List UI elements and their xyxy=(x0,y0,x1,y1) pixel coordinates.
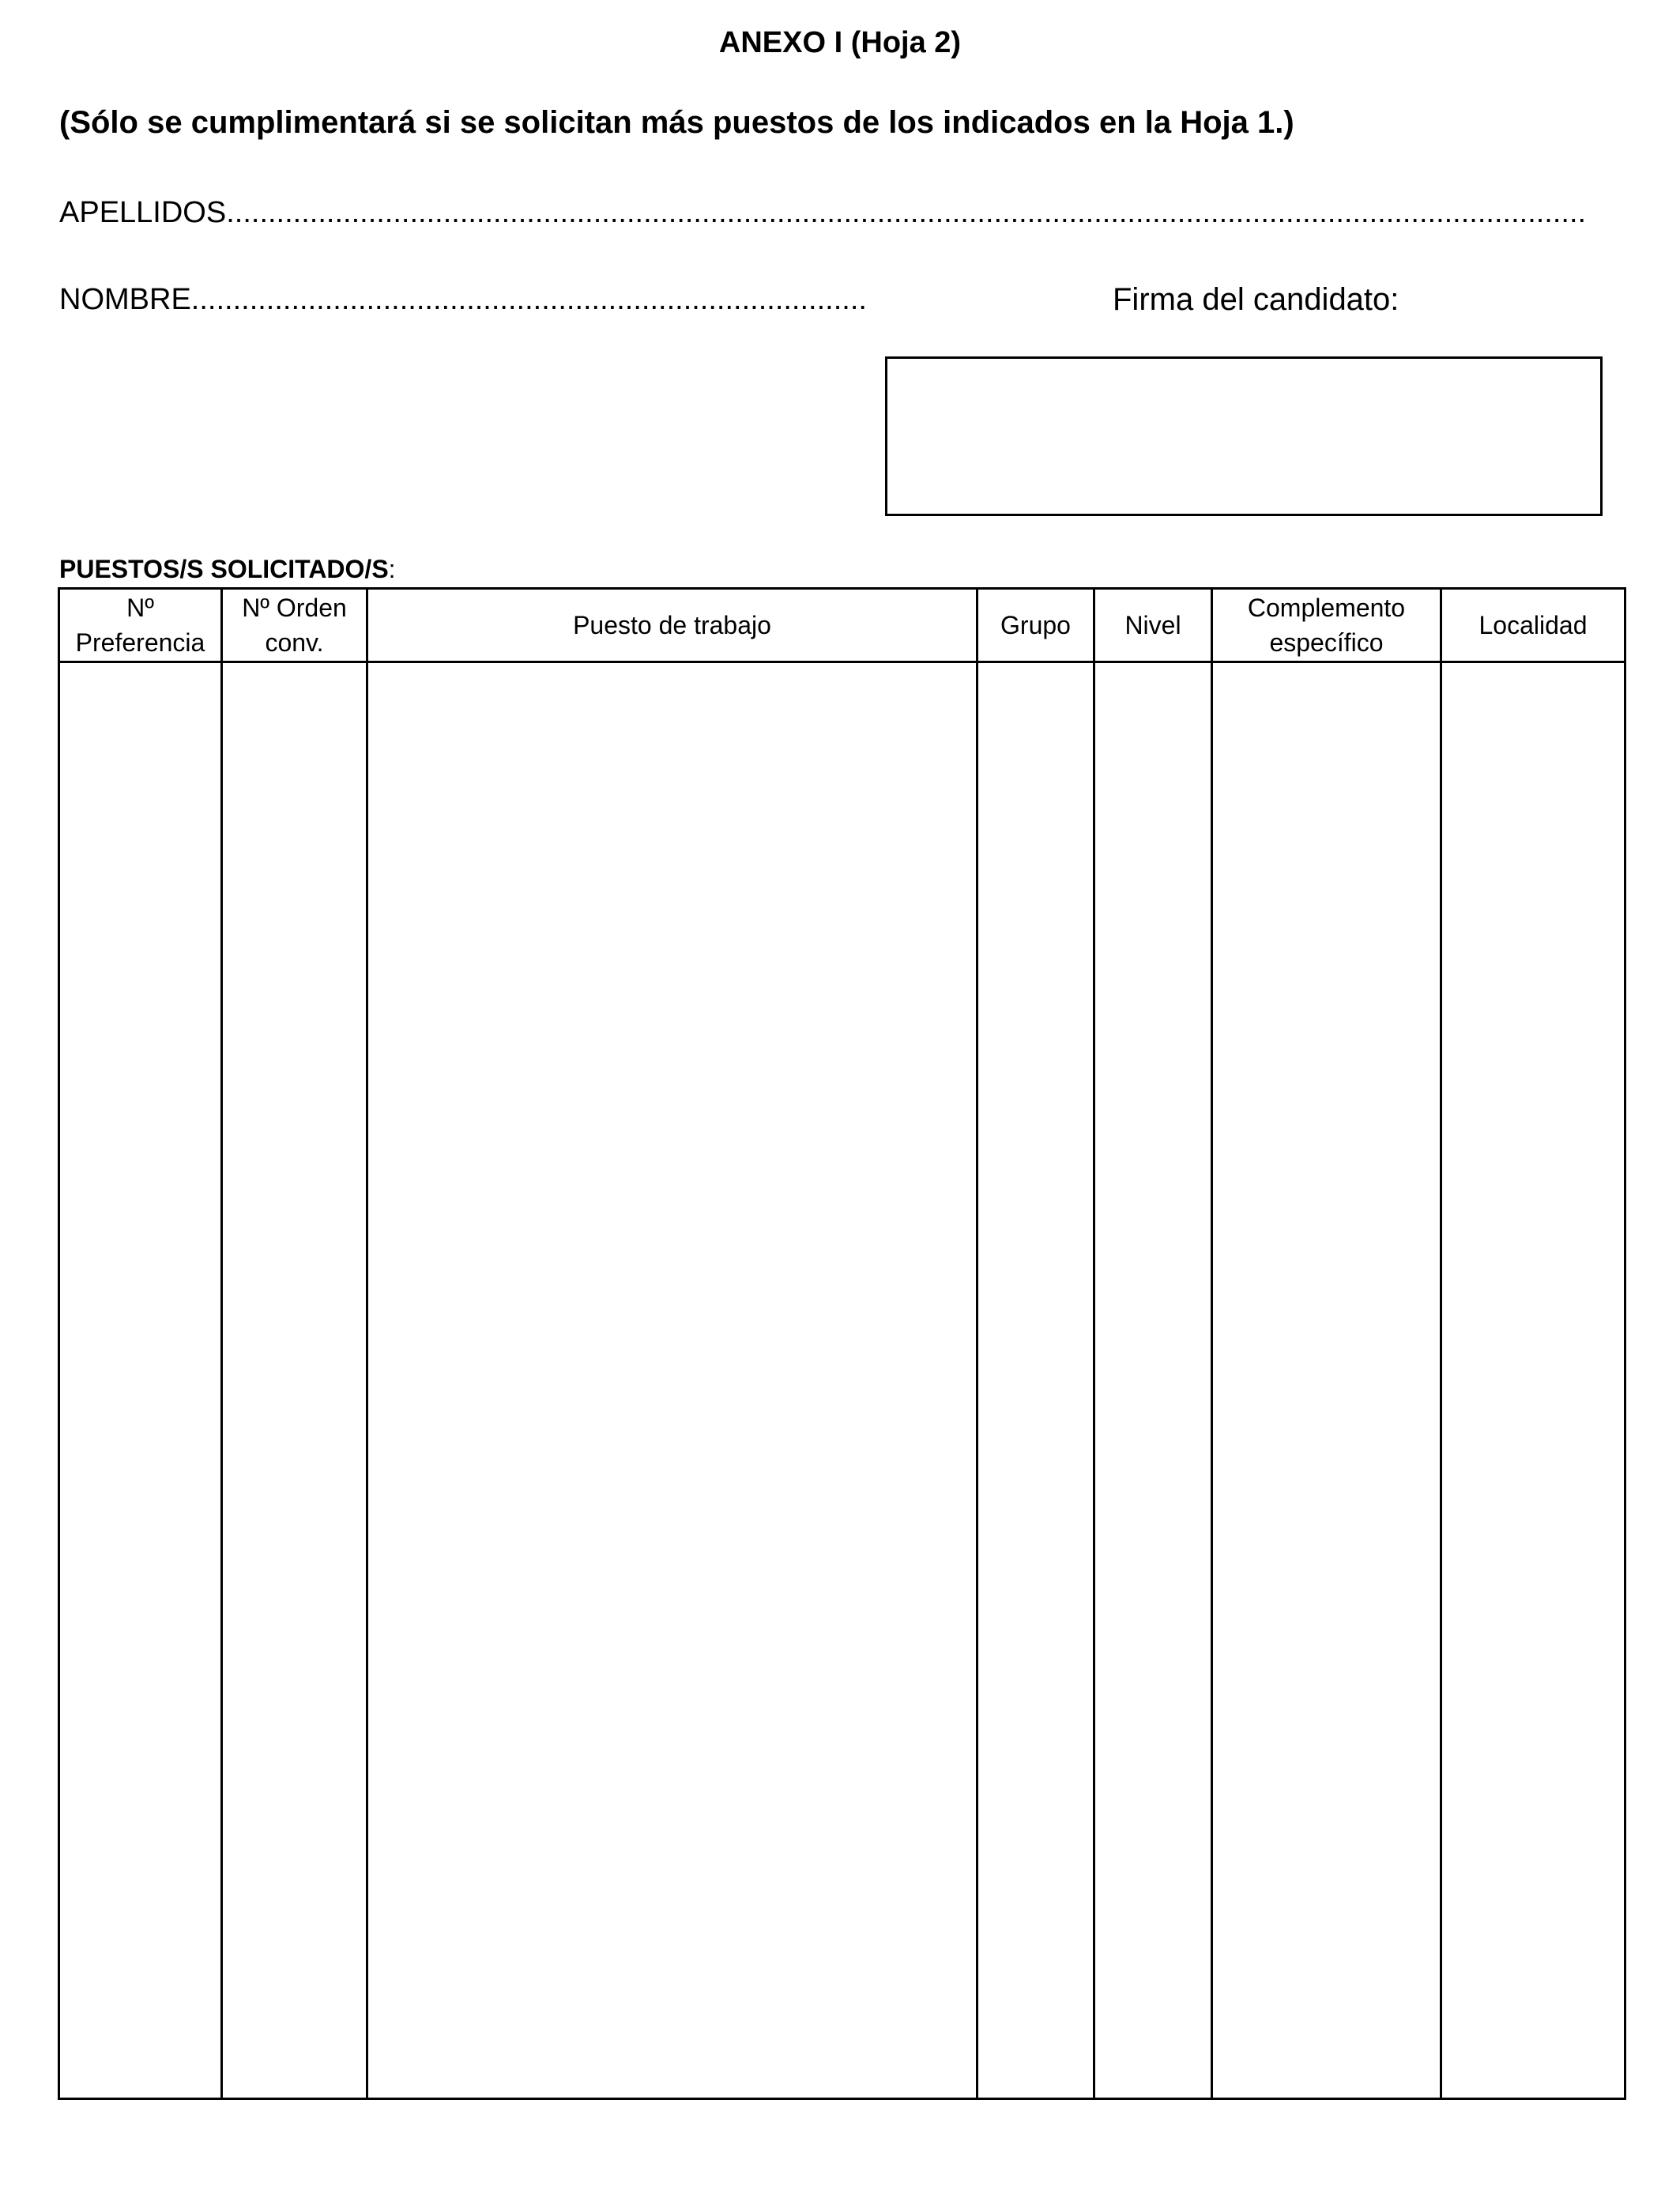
header-grupo: Grupo xyxy=(977,589,1094,662)
document-subtitle: (Sólo se cumplimentará si se solicitan más puestos de los indicados en la Hoja 1.) xyxy=(59,105,1294,140)
table-header-row xyxy=(59,589,1625,662)
cell-preferencia[interactable] xyxy=(59,662,222,2099)
header-puesto-trabajo: Puesto de trabajo xyxy=(367,589,977,662)
table-row xyxy=(59,662,1625,2099)
header-localidad: Localidad xyxy=(1441,589,1625,662)
apellidos-field[interactable]: APELLIDOS................................................................................................................................................................... xyxy=(59,196,1587,229)
section-label xyxy=(59,553,396,585)
cell-nivel[interactable] xyxy=(1094,662,1212,2099)
header-orden-conv: Nº Orden conv. xyxy=(222,589,367,662)
cell-grupo[interactable] xyxy=(977,662,1094,2099)
header-preferencia: Nº Preferencia xyxy=(59,589,222,662)
document-title: ANEXO I (Hoja 2) xyxy=(718,26,962,59)
puestos-table xyxy=(58,587,1626,2100)
section-label-colon: : xyxy=(388,555,396,583)
header-nivel: Nivel xyxy=(1094,589,1212,662)
section-label-text: PUESTOS/S SOLICITADO/S xyxy=(59,555,389,583)
cell-orden-conv[interactable] xyxy=(222,662,367,2099)
cell-puesto-trabajo[interactable] xyxy=(367,662,977,2099)
nombre-field[interactable]: NOMBRE................................................................................. xyxy=(59,283,867,316)
signature-box[interactable] xyxy=(885,356,1603,516)
cell-localidad[interactable] xyxy=(1441,662,1625,2099)
firma-label: Firma del candidato: xyxy=(1113,282,1399,317)
cell-complemento[interactable] xyxy=(1212,662,1441,2099)
header-complemento: Complemento específico xyxy=(1212,589,1441,662)
